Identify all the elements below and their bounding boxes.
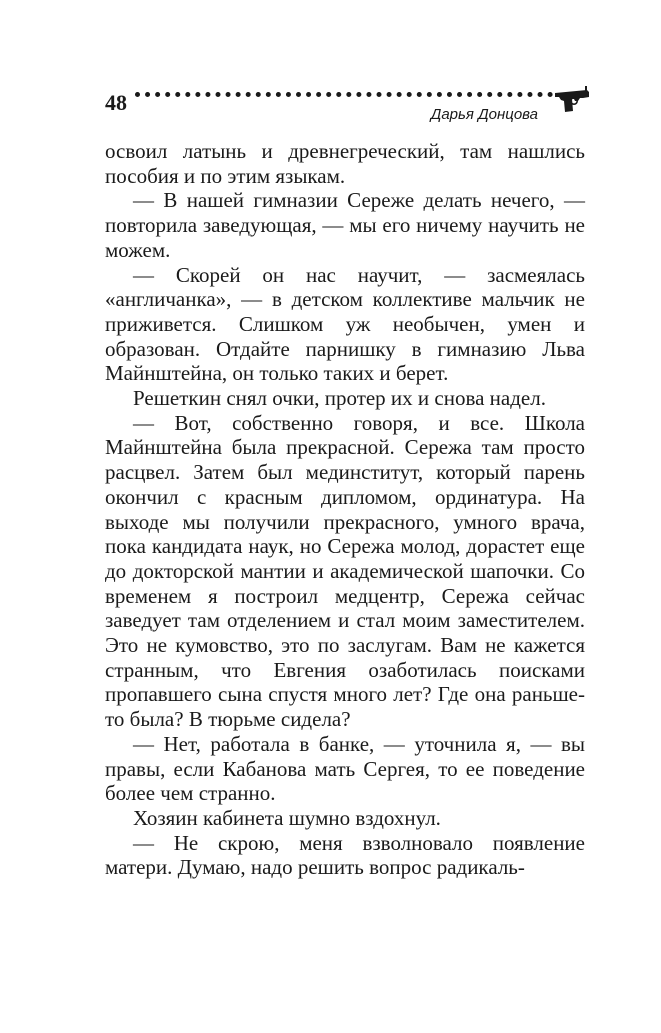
pistol-icon — [553, 84, 591, 114]
author-name: Дарья Донцова — [430, 106, 538, 123]
dotted-rule — [135, 92, 553, 97]
body-text — [105, 139, 585, 880]
paragraph: — Скорей он нас научит, — засмеялась «англичанка», — в детском коллективе мальчик не приживется. Слишком уж необычен, умен и образован. Отдайте парнишку в гимназию Льва Майнштейна, он только таких и берет. — [105, 262, 585, 386]
paragraph: освоил латынь и древнегреческий, там нашлись пособия и по этим языкам. — [105, 139, 585, 188]
paragraph: — Не скрою, меня взволновало появление матери. Думаю, надо решить вопрос радикаль- — [105, 830, 585, 880]
paragraph: Хозяин кабинета шумно вздохнул. — [133, 805, 441, 830]
paragraph: — В нашей гимназии Сереже делать нечего, — повторила заведующая, — мы его ничему научить не можем. — [105, 188, 585, 262]
paragraph: — Нет, работала в банке, — уточнила я, — вы правы, если Кабанова мать Сергея, то ее поведение более чем странно. — [105, 731, 585, 806]
page-number: 48 — [105, 90, 127, 115]
paragraph: — Вот, собственно говоря, и все. Школа Майнштейна была прекрасной. Сережа там просто расцвел. Затем был мединститут, который парень окончил с красным дипломом, ординатура. На выходе мы получили прекрасного, умного врача, пока кандидата наук, но Сережа молод, дорастет еще до докторской мантии и академической шапочки. Со временем я построил медцентр, Сережа сейчас заведует там отделением и стал моим заместителем. Это не кумовство, это по заслугам. Вам не кажется странным, что Евгения озаботилась поисками пропавшего сына спустя много лет? Где она раньше-то была? В тюрьме сидела? — [105, 410, 585, 732]
paragraph: Решеткин снял очки, протер их и снова надел. — [133, 386, 546, 411]
running-header — [105, 84, 590, 128]
